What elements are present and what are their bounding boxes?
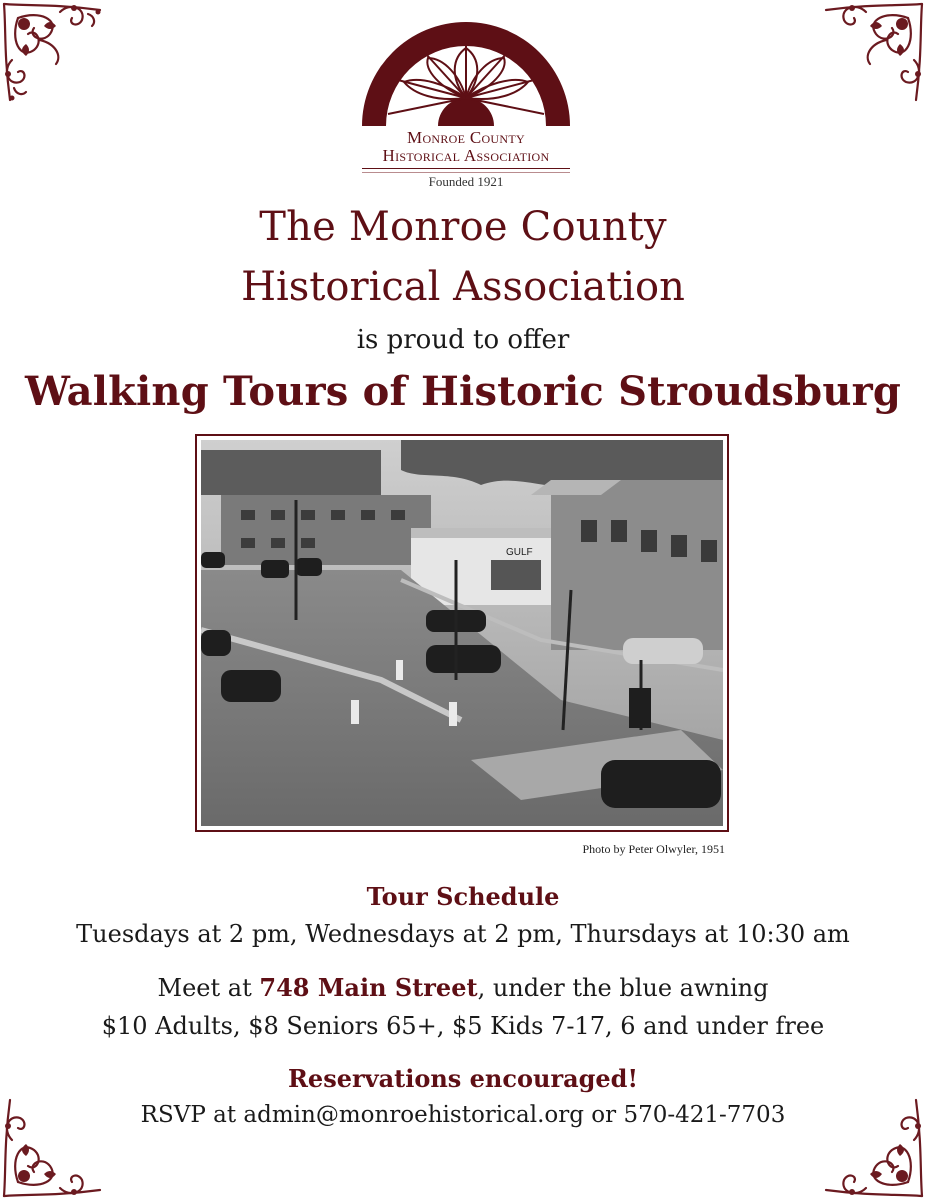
subtitle: is proud to offer bbox=[356, 325, 570, 355]
fanlight-window-icon bbox=[360, 18, 572, 128]
schedule-times: Tuesdays at 2 pm, Wednesdays at 2 pm, Thursdays at 10:30 am bbox=[76, 920, 850, 948]
logo-divider bbox=[362, 168, 570, 169]
historic-street-photo bbox=[201, 440, 723, 826]
gulf-sign: GULF bbox=[506, 547, 533, 558]
title-line-2: Historical Association bbox=[241, 264, 685, 310]
title-line-1: The Monroe County bbox=[259, 204, 667, 250]
ticket-prices: $10 Adults, $8 Seniors 65+, $5 Kids 7-17, 6 and under free bbox=[101, 1012, 825, 1040]
reservations-heading: Reservations encouraged! bbox=[287, 1064, 638, 1093]
founded-year: Founded 1921 bbox=[428, 174, 504, 189]
flourish-icon bbox=[0, 0, 108, 108]
schedule-heading: Tour Schedule bbox=[366, 882, 560, 911]
meeting-prefix: Meet at bbox=[157, 974, 260, 1002]
logo-name-line-2: Historical Association bbox=[382, 146, 550, 165]
meeting-suffix: , under the blue awning bbox=[477, 974, 769, 1002]
association-logo bbox=[360, 18, 572, 194]
historic-photo-frame bbox=[195, 434, 729, 832]
corner-ornament-top-left bbox=[0, 0, 108, 108]
corner-ornament-top-right bbox=[818, 0, 926, 108]
meeting-location bbox=[0, 973, 926, 1002]
meeting-address: 748 Main Street bbox=[259, 973, 478, 1002]
headline: Walking Tours of Historic Stroudsburg bbox=[24, 368, 902, 415]
logo-divider-thin bbox=[362, 172, 570, 173]
flourish-icon bbox=[818, 0, 926, 108]
photo-credit: Photo by Peter Olwyler, 1951 bbox=[582, 842, 725, 856]
rsvp-contact: RSVP at admin@monroehistorical.org or 570-421-7703 bbox=[140, 1102, 786, 1128]
logo-name-line-1: Monroe County bbox=[407, 128, 525, 147]
